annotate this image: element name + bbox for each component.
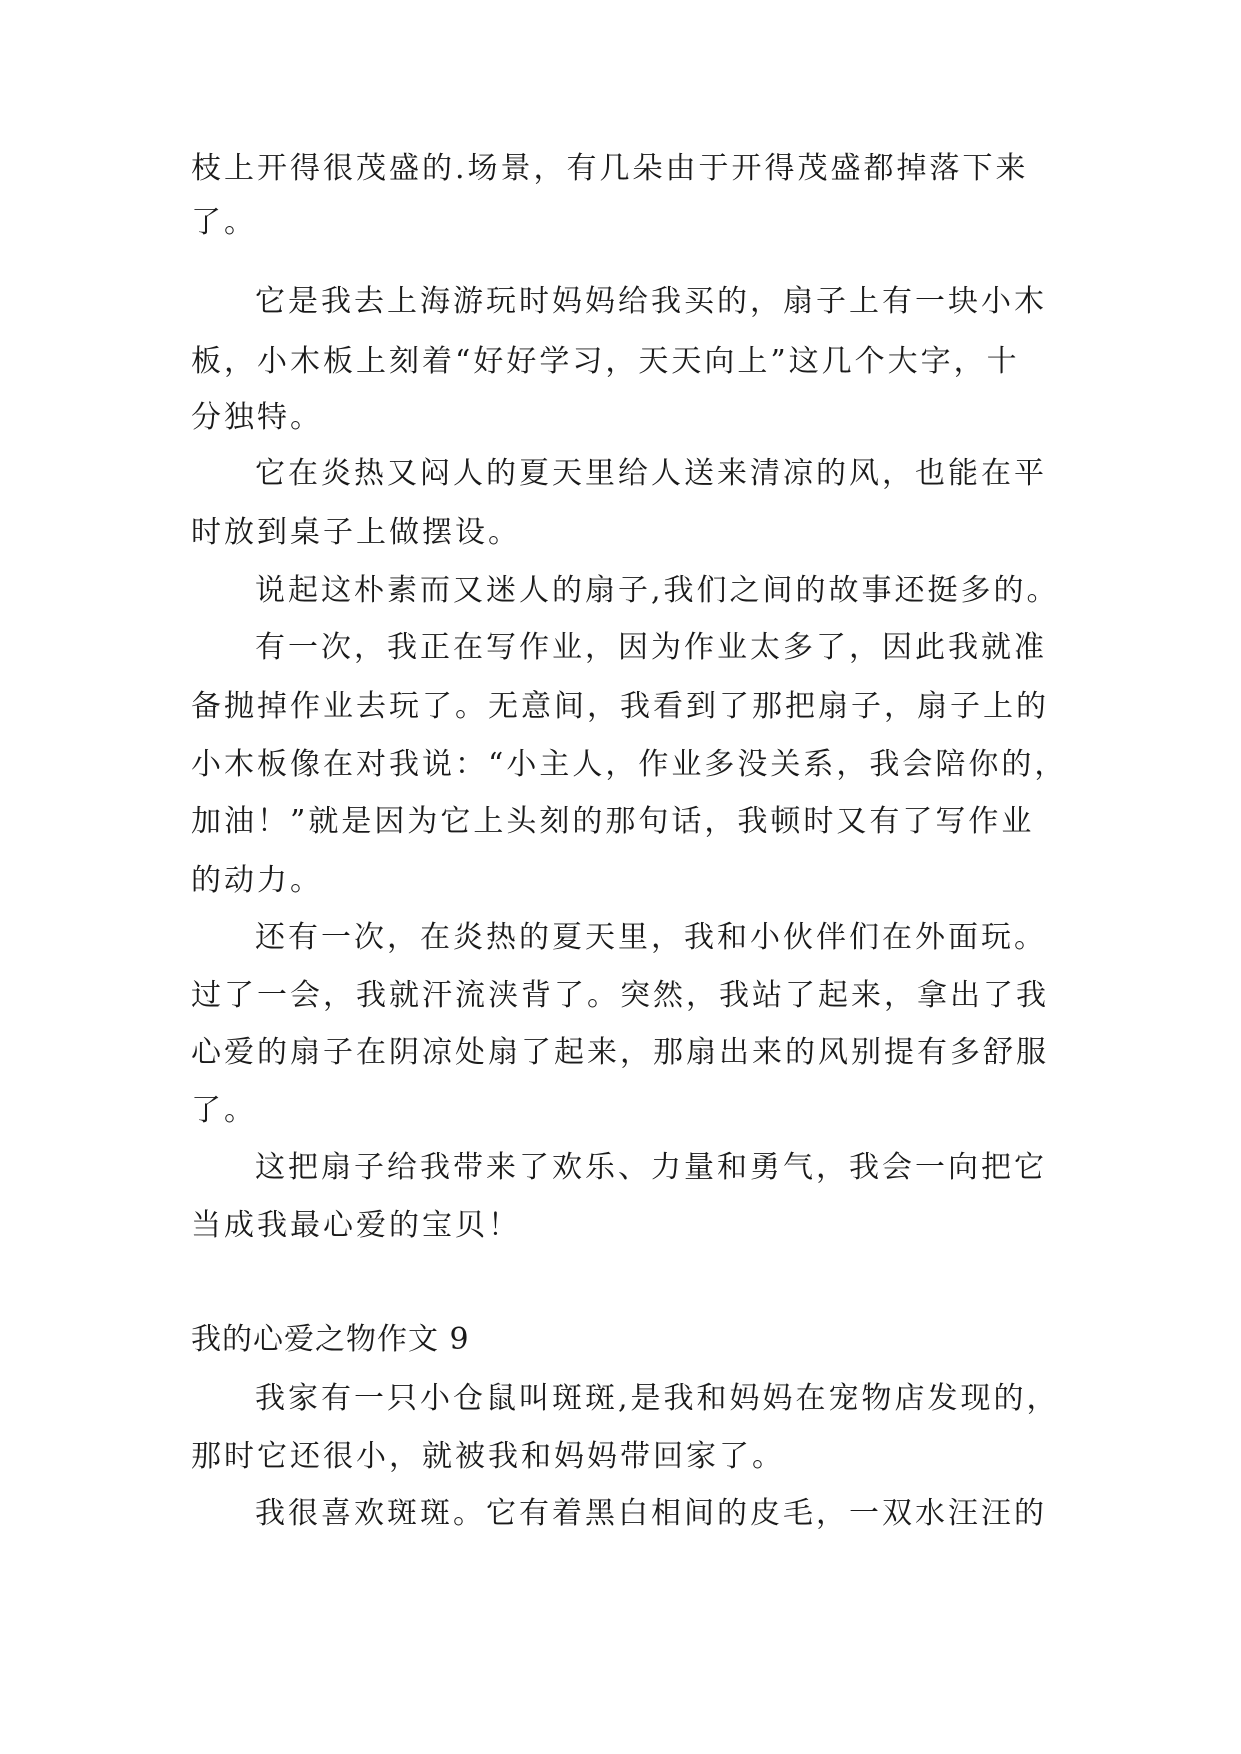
text-line: 了。 <box>191 205 257 240</box>
paragraph-first-line: 它是我去上海游玩时妈妈给我买的，扇子上有一块小木 <box>255 284 1047 319</box>
text-line: 时放到桌子上做摆设。 <box>191 515 521 550</box>
paragraph-first-line: 有一次，我正在写作业，因为作业太多了，因此我就准 <box>255 630 1047 665</box>
text-line: 板，小木板上刻着“好好学习，天天向上”这几个大字，十 <box>191 344 1020 379</box>
text-line: 那时它还很小，就被我和妈妈带回家了。 <box>191 1439 785 1474</box>
text-line: 的动力。 <box>191 863 323 898</box>
text-line: 备抛掉作业去玩了。无意间，我看到了那把扇子，扇子上的 <box>191 689 1049 724</box>
text-line: 分独特。 <box>191 400 323 435</box>
section-heading: 我的心爱之物作文 9 <box>191 1322 470 1357</box>
paragraph-first-line: 这把扇子给我带来了欢乐、力量和勇气，我会一向把它 <box>255 1150 1047 1185</box>
text-line: 心爱的扇子在阴凉处扇了起来，那扇出来的风别提有多舒服 <box>191 1035 1049 1070</box>
text-line: 小木板像在对我说：“小主人，作业多没关系，我会陪你的， <box>191 747 1068 782</box>
text-line: 了。 <box>191 1093 257 1128</box>
paragraph-first-line: 我家有一只小仓鼠叫斑斑,是我和妈妈在宠物店发现的， <box>255 1381 1060 1416</box>
text-line: 加油！”就是因为它上头刻的那句话，我顿时又有了写作业 <box>191 804 1035 839</box>
text-line: 过了一会，我就汗流浃背了。突然，我站了起来，拿出了我 <box>191 978 1049 1013</box>
paragraph-first-line: 我很喜欢斑斑。它有着黑白相间的皮毛，一双水汪汪的 <box>255 1496 1047 1531</box>
paragraph-first-line: 还有一次，在炎热的夏天里，我和小伙伴们在外面玩。 <box>255 920 1047 955</box>
paragraph-first-line: 它在炎热又闷人的夏天里给人送来清凉的风，也能在平 <box>255 456 1047 491</box>
text-line: 枝上开得很茂盛的.场景，有几朵由于开得茂盛都掉落下来 <box>191 151 1029 186</box>
text-line: 当成我最心爱的宝贝！ <box>191 1208 521 1243</box>
paragraph-first-line: 说起这朴素而又迷人的扇子,我们之间的故事还挺多的。 <box>255 573 1060 608</box>
